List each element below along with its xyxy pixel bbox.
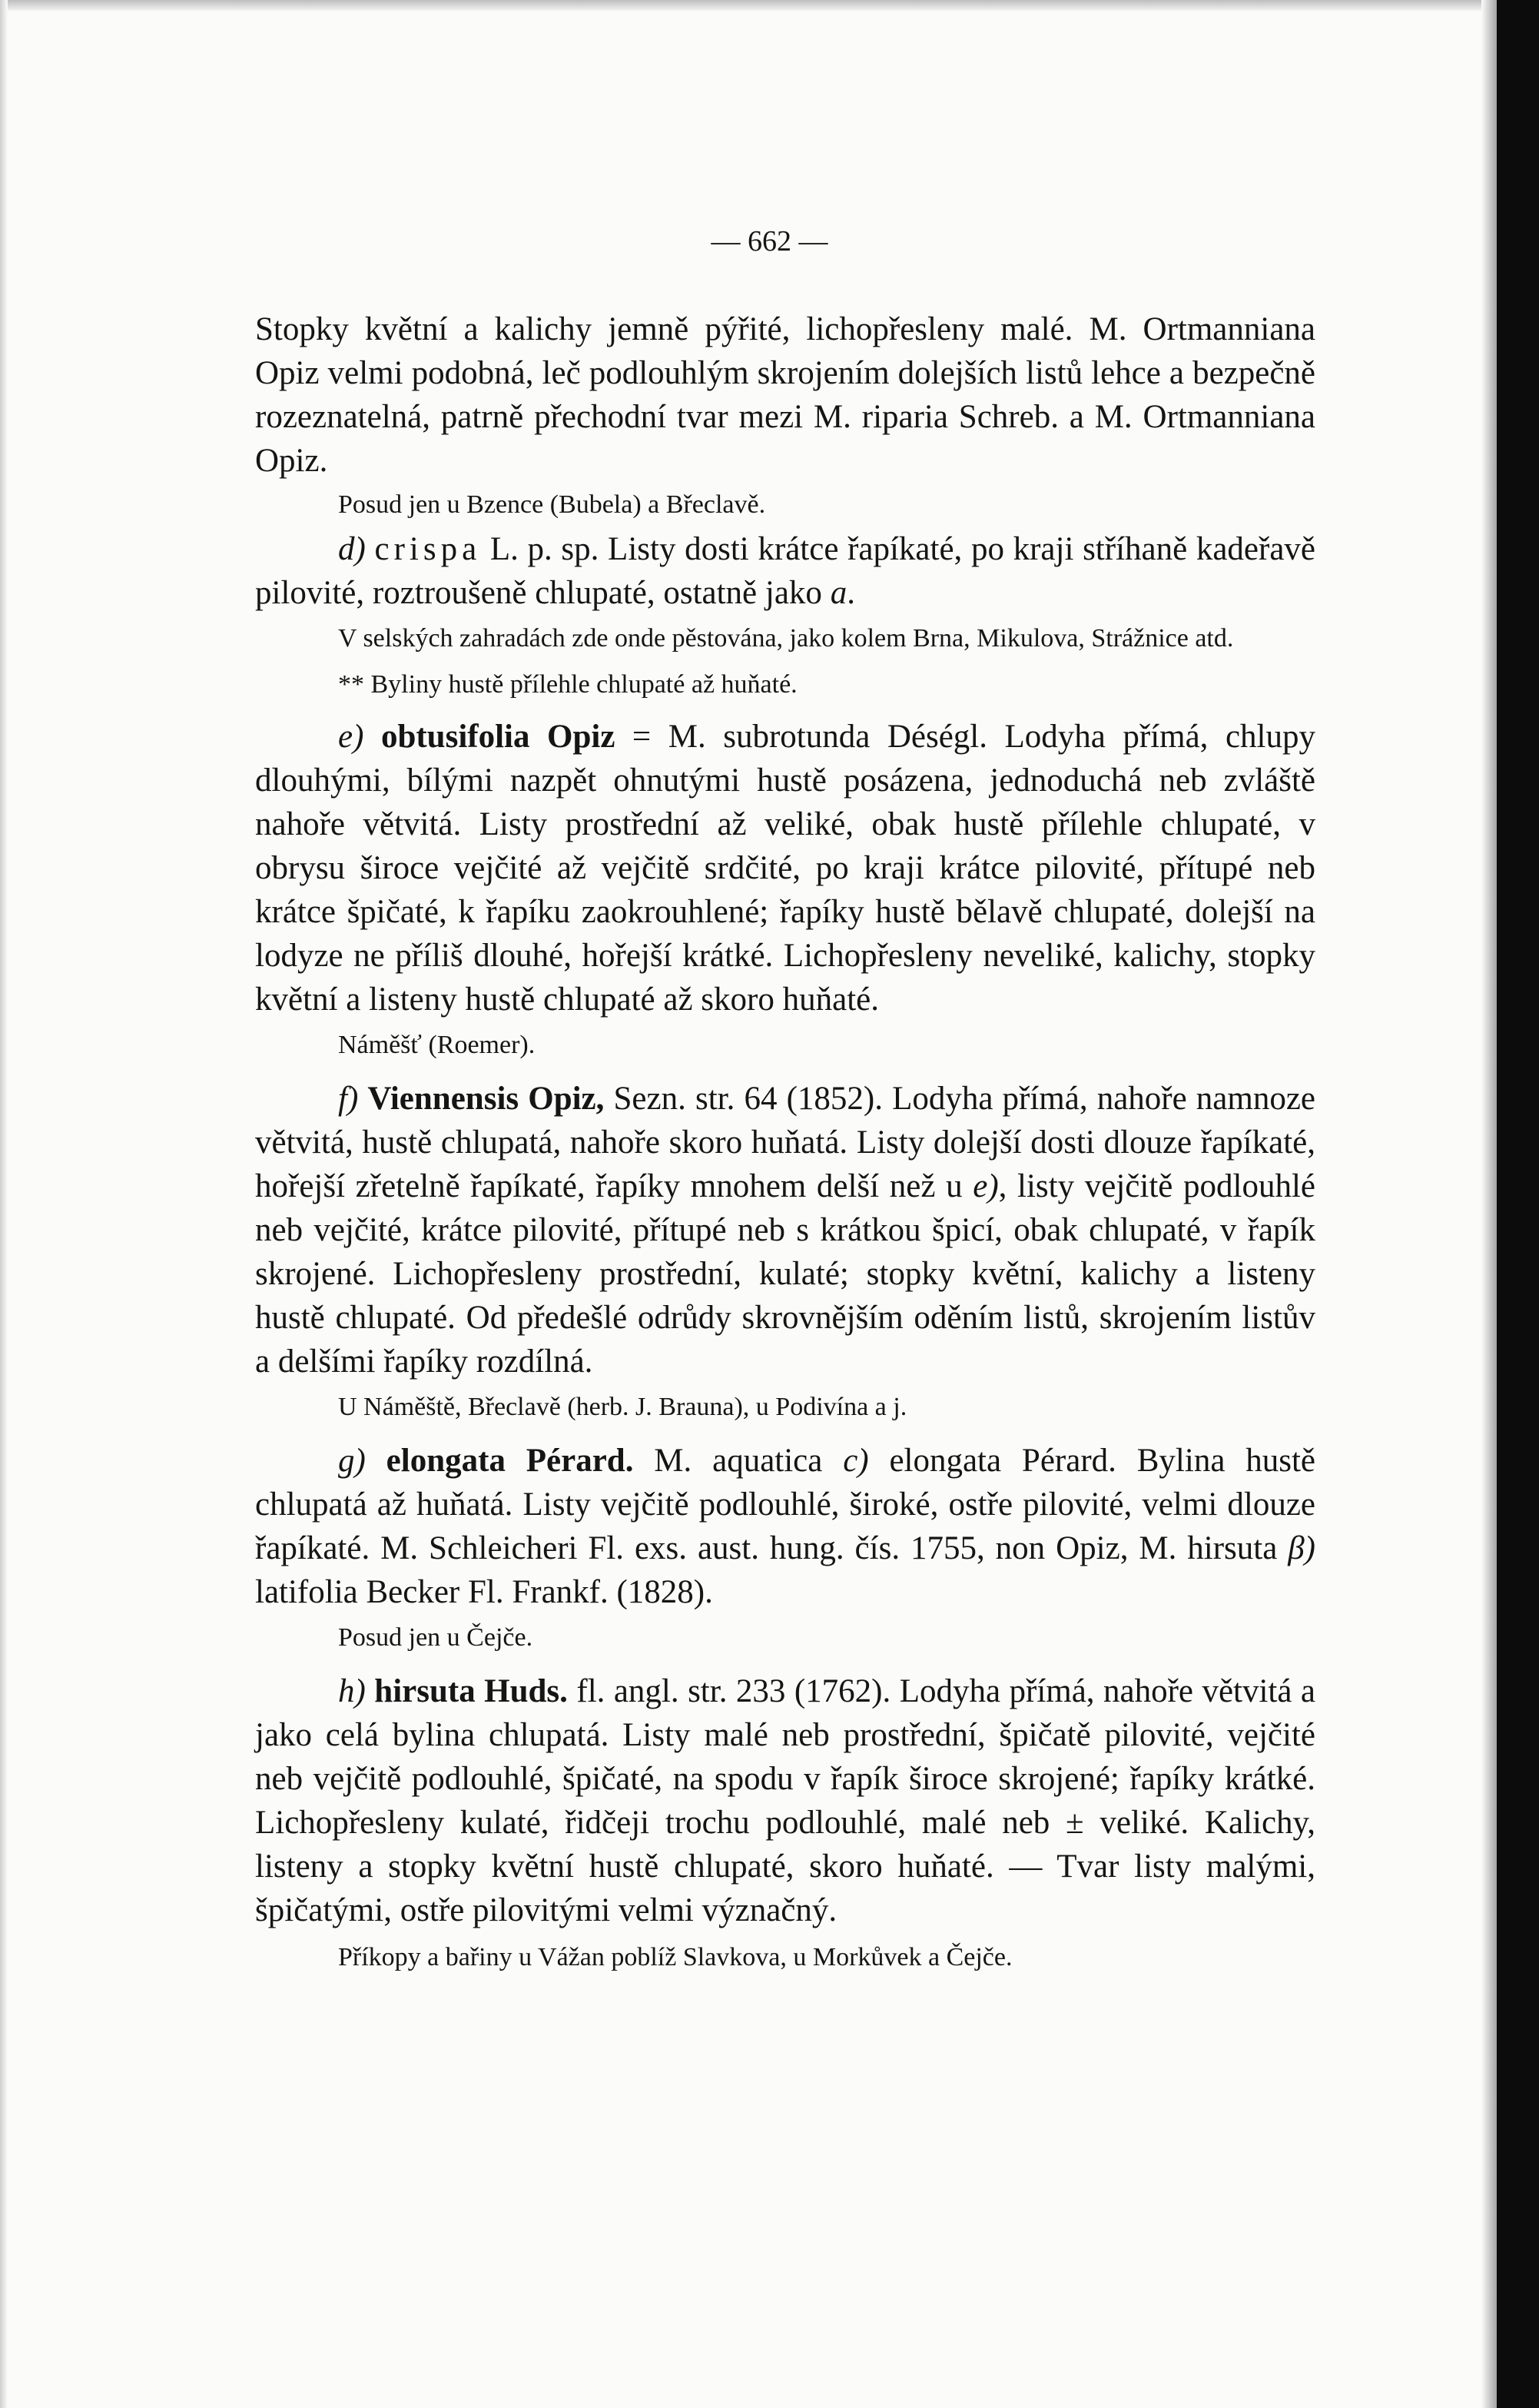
group-heading: ** Byliny hustě přílehle chlupaté až huňaté. xyxy=(338,670,798,699)
page-left-edge xyxy=(0,0,8,2408)
locality-note: Posud jen u Bzence (Bubela) a Břeclavě. xyxy=(338,490,766,519)
variety-name: Viennensis Opiz, xyxy=(367,1081,605,1117)
page-top-edge xyxy=(0,0,1506,11)
variety-description: Sezn. str. 64 (1852). Lodyha přímá, nahoře namnoze větvitá, hustě chlupatá, nahoře skoro huňatá. Listy dolejší dosti dlouze řapíkaté, hořejší zřetelně řapíkaté, řapíky mnohem delší než u xyxy=(255,1081,1316,1204)
sentence-end: . xyxy=(847,575,855,611)
variety-letter: e) xyxy=(338,719,364,755)
variety-name: elongata Pérard. xyxy=(386,1443,634,1479)
variety-e xyxy=(255,715,1315,1021)
variety-description-end: latifolia Becker Fl. Frankf. (1828). xyxy=(255,1574,713,1610)
variety-description: = M. subrotunda Déségl. Lodyha přímá, chlupy dlouhými, bílými nazpět ohnutými hustě posázena, jednoduchá neb zvláště nahoře větvitá. Listy prostřední až veliké, obak hustě přílehle chlupaté, v obrysu široce vejčité až vejčitě srdčité, po kraji krátce pilovité, přítupé neb krátce špičaté, k řapíku zaokrouhlené; řapíky hustě bělavě chlupaté, dolejší na lodyze ne příliš dlouhé, hořejší krátké. Lichopřesleny neveliké, kalichy, stopky květní a listeny hustě chlupaté až skoro huňaté. xyxy=(255,719,1315,1018)
variety-description: fl. angl. str. 233 (1762). Lodyha přímá, nahoře větvitá a jako celá bylina chlupatá. Listy malé neb prostřední, špičatě pilovité, vejčité neb vejčitě podlouhlé, špičaté, na spodu v řapík široce skrojené; řapíky krátké. Lichopřesleny kulaté, řidčeji trochu podlouhlé, malé neb ± veliké. Kalichy, listeny a stopky květní hustě chlupaté, skoro huňaté. — Tvar listy malými, špičatými, ostře pilovitými velmi význačný. xyxy=(255,1673,1315,1928)
variety-letter: f) xyxy=(338,1081,359,1117)
page-binding-edge xyxy=(1497,0,1539,2408)
variety-d xyxy=(255,527,1315,615)
variety-letter: d) xyxy=(338,531,366,567)
variety-reference: c) xyxy=(843,1443,869,1479)
variety-description: L. p. sp. Listy dosti krátce řapíkaté, po kraji stříhaně kadeřavě pilovité, roztroušeně chlupaté, ostatně jako xyxy=(255,531,1316,611)
variety-name: crispa xyxy=(374,531,482,567)
locality-note: Posud jen u Čejče. xyxy=(338,1623,533,1652)
page-text xyxy=(255,307,1315,1975)
page-binding-shadow xyxy=(1481,0,1498,2408)
variety-h xyxy=(255,1669,1315,1932)
variety-letter: h) xyxy=(338,1673,366,1709)
variety-name: hirsuta Huds. xyxy=(374,1673,568,1709)
locality-note: U Náměště, Břeclavě (herb. J. Brauna), u Podivína a j. xyxy=(338,1393,907,1421)
page-number: — 662 — xyxy=(711,225,828,257)
variety-reference: β) xyxy=(1288,1530,1315,1566)
variety-description-cont: elongata Pérard. Bylina hustě chlupatá až huňatá. Listy vejčitě podlouhlé, široké, ostře pilovité, velmi dlouze řapíkaté. M. Schleicheri Fl. exs. aust. hung. čís. 1755, non Opiz, M. hirsuta xyxy=(255,1443,1315,1566)
variety-reference: e) xyxy=(973,1168,999,1204)
variety-reference: a xyxy=(830,575,847,611)
locality-note: Příkopy a bařiny u Vážan poblíž Slavkova, u Morkůvek a Čejče. xyxy=(338,1943,1013,1971)
variety-letter: g) xyxy=(338,1443,366,1479)
variety-description-cont: , listy vejčitě podlouhlé neb vejčité, krátce pilovité, přítupé neb s krátkou špicí, obak chlupaté, v řapík skrojené. Lichopřesleny prostřední, kulaté; stopky květní, kalichy a listeny hustě chlupaté. Od předešlé odrůdy skrovnějším oděním listů, skrojením listův a delšími řapíky rozdílná. xyxy=(255,1168,1315,1380)
variety-f xyxy=(255,1077,1315,1383)
variety-name: obtusifolia Opiz xyxy=(380,719,615,755)
locality-note: V selských zahradách zde onde pěstována, jako kolem Brna, Mikulova, Strážnice atd. xyxy=(338,624,1234,653)
variety-description: M. aquatica xyxy=(633,1443,844,1479)
locality-note: Náměšť (Roemer). xyxy=(338,1031,536,1059)
paragraph-intro: Stopky květní a kalichy jemně pýřité, lichopřesleny malé. M. Ortmanniana Opiz velmi podobná, leč podlouhlým skrojením dolejších listů lehce a bezpečně rozeznatelná, patrně přechodní tvar mezi M. riparia Schreb. a M. Ortmanniana Opiz. xyxy=(255,311,1315,479)
variety-g xyxy=(255,1439,1315,1614)
